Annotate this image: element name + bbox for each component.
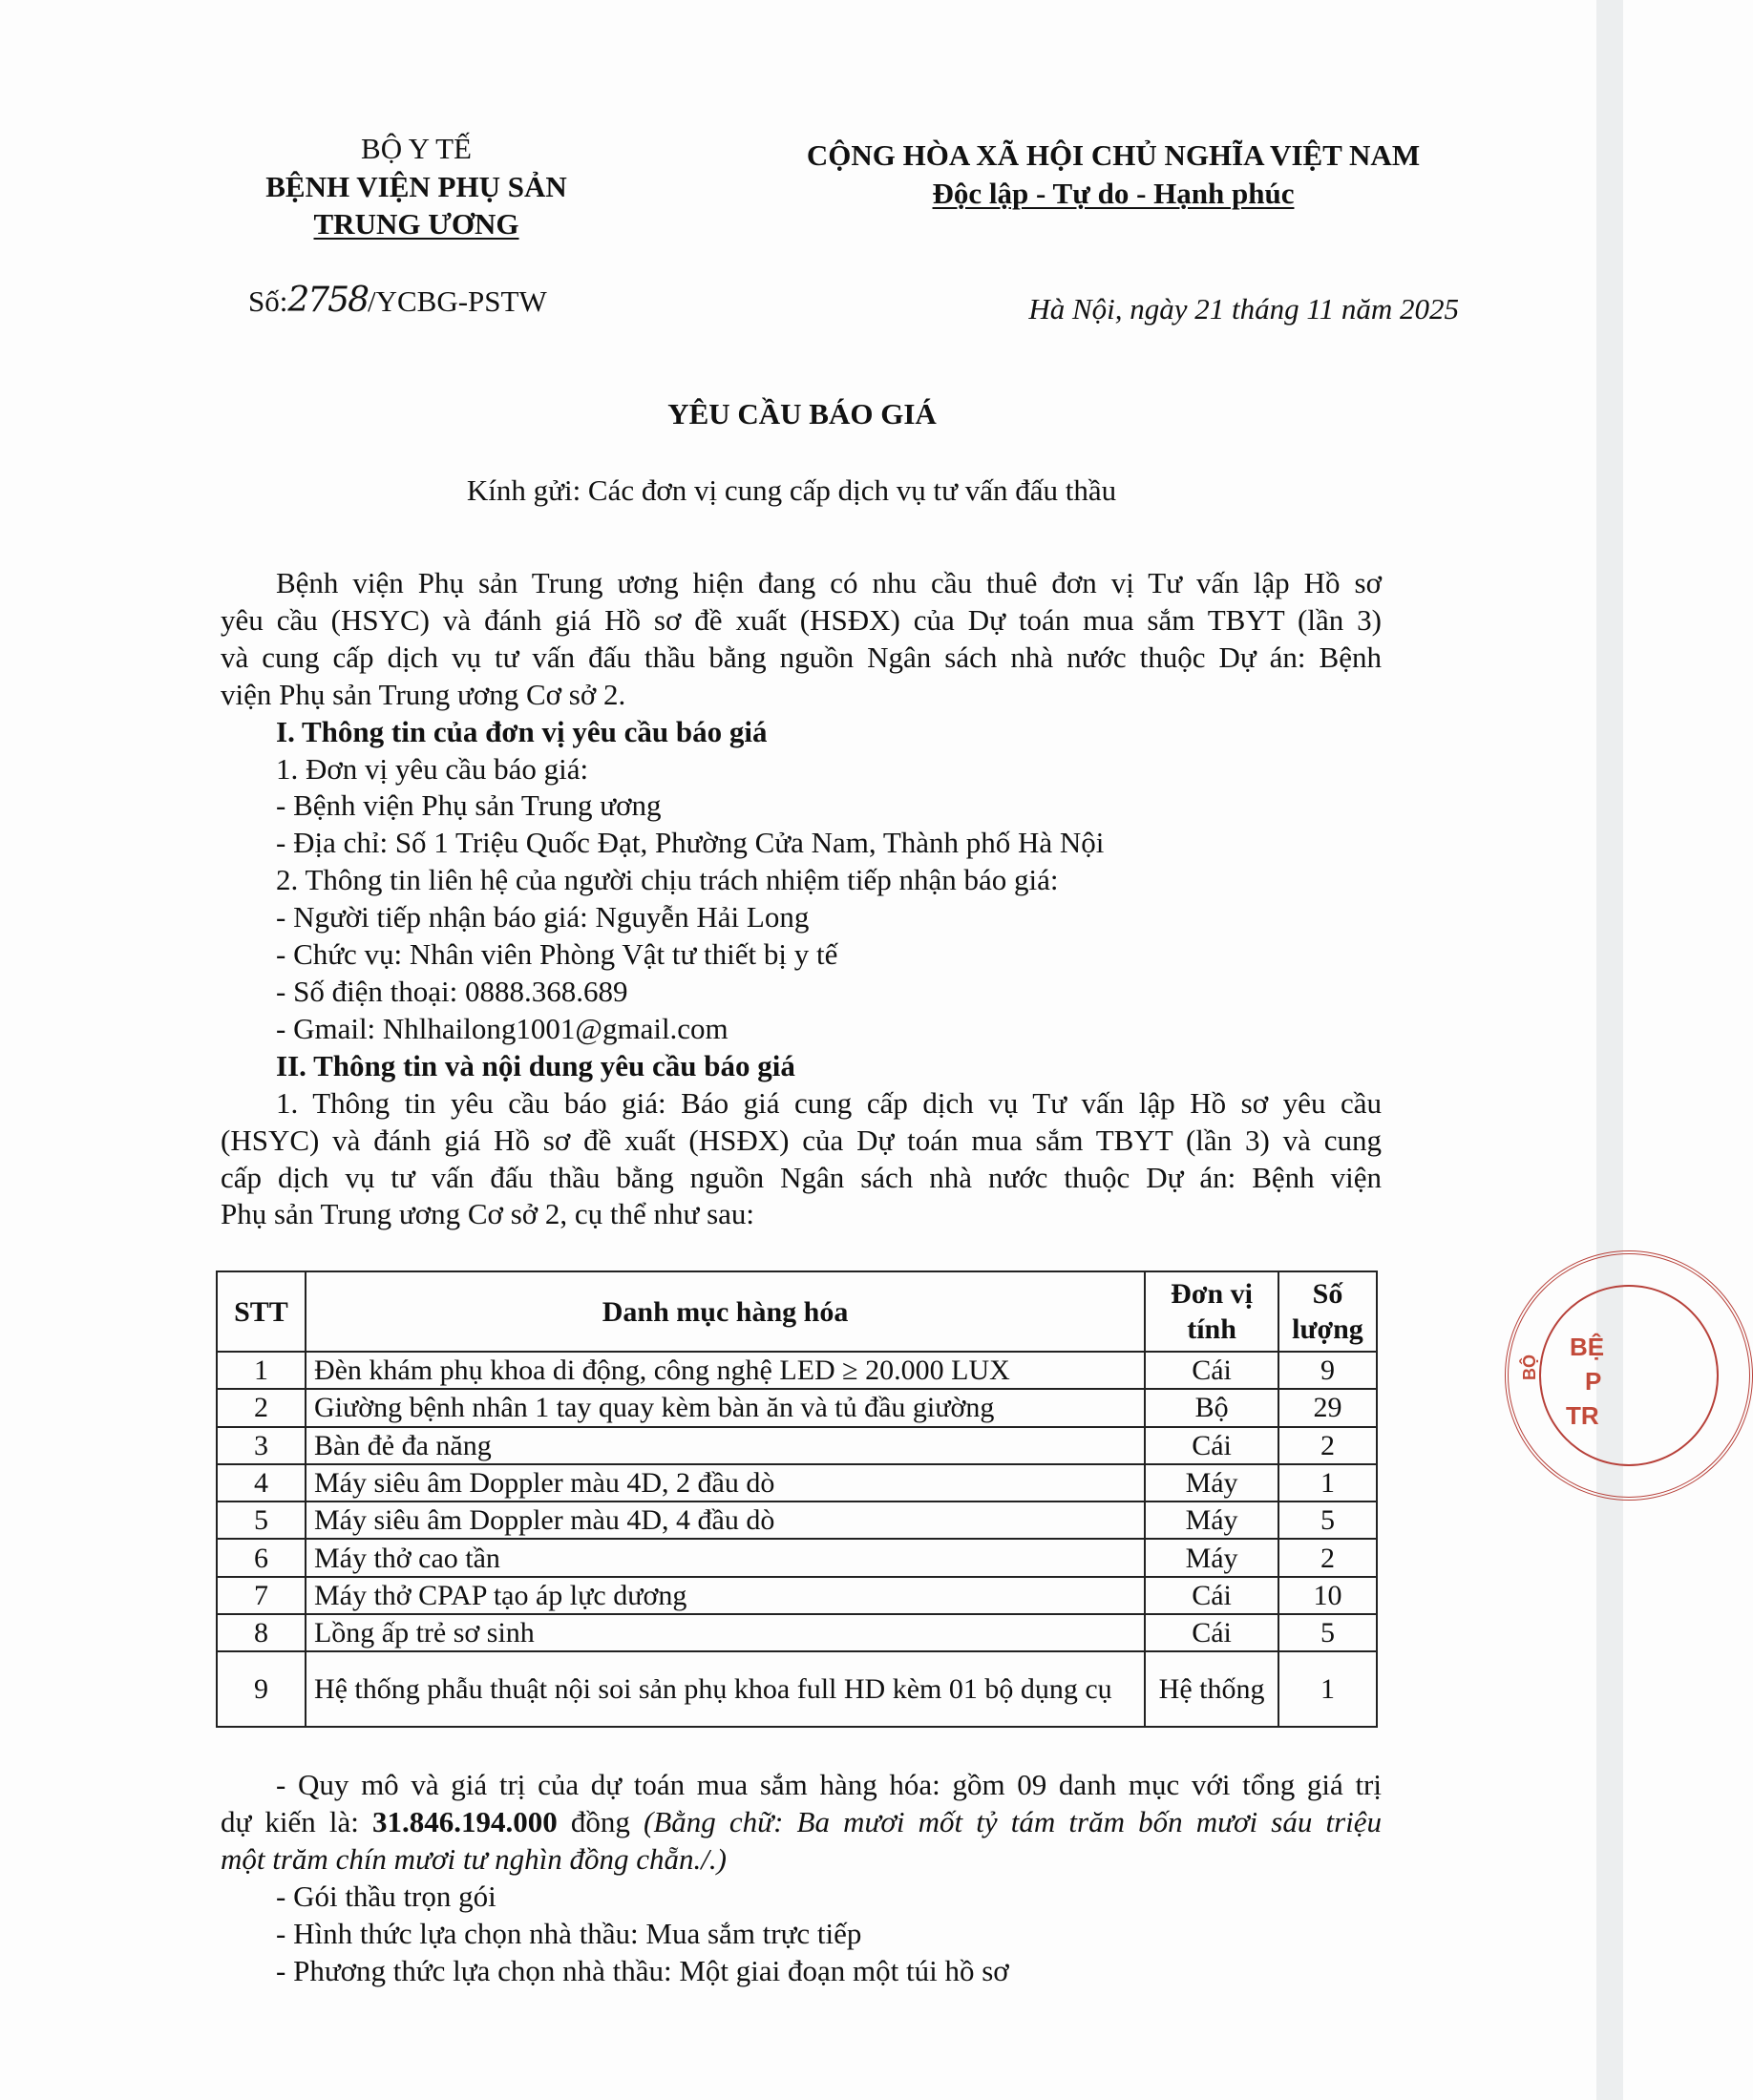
row-item-name: Máy siêu âm Doppler màu 4D, 4 đầu dò (306, 1502, 1145, 1539)
section1-line: - Chức vụ: Nhân viên Phòng Vật tư thiết bị y tế (276, 937, 838, 972)
hospital-name-line2: TRUNG ƯƠNG (313, 207, 519, 241)
row-stt: 9 (217, 1651, 306, 1727)
scale-value-line (221, 1804, 1382, 1841)
amount-in-words-cont: một trăm chín mươi tư nghìn đồng chẵn./.) (221, 1841, 727, 1876)
row-quantity: 2 (1278, 1427, 1377, 1464)
row-stt: 5 (217, 1502, 306, 1539)
closing-text (221, 1767, 1382, 1989)
section1-heading: I. Thông tin của đơn vị yêu cầu báo giá (276, 714, 768, 748)
row-unit: Máy (1145, 1502, 1278, 1539)
stamp-text: BỆ (1570, 1333, 1605, 1361)
row-quantity: 29 (1278, 1389, 1377, 1426)
tail-line: - Gói thầu trọn gói (276, 1879, 496, 1913)
intro-line: viện Phụ sản Trung ương Cơ sở 2. (221, 677, 626, 711)
row-quantity: 1 (1278, 1464, 1377, 1502)
row-stt: 7 (217, 1577, 306, 1614)
contact-email: - Gmail: Nhlhailong1001@gmail.com (276, 1011, 729, 1045)
section1-line: 1. Đơn vị yêu cầu báo giá: (276, 751, 589, 786)
section2-heading: II. Thông tin và nội dung yêu cầu báo giá (276, 1048, 795, 1082)
tail-line: - Phương thức lựa chọn nhà thầu: Một giai đoạn một túi hồ sơ (276, 1953, 1009, 1987)
header-name: Danh mục hàng hóa (306, 1271, 1145, 1352)
row-quantity: 5 (1278, 1614, 1377, 1651)
table-row (217, 1352, 1377, 1389)
doc-number-suffix: /YCBG-PSTW (367, 284, 547, 318)
row-item-name: Hệ thống phẫu thuật nội soi sản phụ khoa full HD kèm 01 bộ dụng cụ (306, 1651, 1145, 1727)
row-stt: 3 (217, 1427, 306, 1464)
section1-line: - Địa chỉ: Số 1 Triệu Quốc Đạt, Phường Cửa Nam, Thành phố Hà Nội (276, 826, 1105, 860)
row-item-name: Máy thở CPAP tạo áp lực dương (306, 1577, 1145, 1614)
document-date: Hà Nội, ngày 21 tháng 11 năm 2025 (1028, 292, 1459, 326)
table-row (217, 1464, 1377, 1502)
row-stt: 1 (217, 1352, 306, 1389)
row-item-name: Lồng ấp trẻ sơ sinh (306, 1614, 1145, 1651)
row-stt: 6 (217, 1539, 306, 1576)
section2-line: 1. Thông tin yêu cầu báo giá: Báo giá cung cấp dịch vụ Tư vấn lập Hồ sơ yêu cầu (276, 1085, 1382, 1120)
body-text (221, 565, 1382, 1233)
header-stt: STT (217, 1271, 306, 1352)
intro-line: Bệnh viện Phụ sản Trung ương hiện đang có nhu cầu thuê đơn vị Tư vấn lập Hồ sơ (276, 566, 1382, 599)
row-unit: Cái (1145, 1577, 1278, 1614)
intro-line: và cung cấp dịch vụ tư vấn đấu thầu bằng nguồn Ngân sách nhà nước thuộc Dự án: Bệnh (221, 640, 1382, 674)
table-row (217, 1502, 1377, 1539)
page-edge (1596, 0, 1623, 2100)
section1-line: 2. Thông tin liên hệ của người chịu trách nhiệm tiếp nhận báo giá: (276, 863, 1059, 897)
country-name: CỘNG HÒA XÃ HỘI CHỦ NGHĨA VIỆT NAM (806, 138, 1421, 172)
section2-line: Phụ sản Trung ương Cơ sở 2, cụ thể như sau: (221, 1197, 755, 1231)
row-unit: Hệ thống (1145, 1651, 1278, 1727)
row-unit: Cái (1145, 1614, 1278, 1651)
tail-line: - Hình thức lựa chọn nhà thầu: Mua sắm trực tiếp (276, 1916, 862, 1950)
doc-number-prefix: Số: (248, 284, 288, 318)
row-item-name: Bàn đẻ đa năng (306, 1427, 1145, 1464)
scale-line: - Quy mô và giá trị của dự toán mua sắm hàng hóa: gồm 09 danh mục với tổng giá trị (276, 1768, 1382, 1801)
row-unit: Cái (1145, 1352, 1278, 1389)
currency: đồng (557, 1804, 644, 1838)
document-number (248, 281, 547, 320)
document-title: YÊU CẦU BÁO GIÁ (667, 397, 937, 430)
row-unit: Máy (1145, 1539, 1278, 1576)
table-row (217, 1614, 1377, 1651)
amount-in-words: (Bằng chữ: Ba mươi mốt tỷ tám trăm bốn mươi sáu triệu (644, 1804, 1383, 1838)
row-quantity: 2 (1278, 1539, 1377, 1576)
section2-line: (HSYC) và đánh giá Hồ sơ đề xuất (HSĐX) của Dự toán mua sắm TBYT (lần 3) và cung (221, 1123, 1382, 1157)
table-header-row (217, 1271, 1377, 1352)
table-row (217, 1427, 1377, 1464)
ministry-name: BỘ Y TẾ (361, 132, 472, 165)
stamp-text: P (1585, 1367, 1602, 1396)
hospital-name-line1: BỆNH VIỆN PHỤ SẢN (265, 170, 567, 203)
recipient: Kính gửi: Các đơn vị cung cấp dịch vụ tư vấn đấu thầu (466, 473, 1117, 507)
section2-line: cấp dịch vụ tư vấn đấu thầu bằng nguồn Ngân sách nhà nước thuộc Dự án: Bệnh viện (221, 1160, 1382, 1194)
red-seal-stamp (1489, 1231, 1605, 1518)
scale-prefix: dự kiến là: (221, 1804, 373, 1838)
intro-line: yêu cầu (HSYC) và đánh giá Hồ sơ đề xuất (HSĐX) của Dự toán mua sắm TBYT (lần 3) (221, 602, 1382, 637)
goods-table (216, 1270, 1378, 1728)
stamp-text: TR (1566, 1401, 1599, 1430)
row-stt: 2 (217, 1389, 306, 1426)
section1-line: - Người tiếp nhận báo giá: Nguyễn Hải Long (276, 900, 810, 934)
row-item-name: Máy thở cao tần (306, 1539, 1145, 1576)
section1-line: - Số điện thoại: 0888.368.689 (276, 974, 628, 1008)
motto: Độc lập - Tự do - Hạnh phúc (932, 177, 1295, 210)
row-item-name: Đèn khám phụ khoa di động, công nghệ LED ≥ 20.000 LUX (306, 1352, 1145, 1389)
row-unit: Bộ (1145, 1389, 1278, 1426)
row-unit: Cái (1145, 1427, 1278, 1464)
row-quantity: 10 (1278, 1577, 1377, 1614)
section1-line: - Bệnh viện Phụ sản Trung ương (276, 788, 662, 823)
table-row (217, 1577, 1377, 1614)
row-item-name: Giường bệnh nhân 1 tay quay kèm bàn ăn và tủ đầu giường (306, 1389, 1145, 1426)
table-row (217, 1539, 1377, 1576)
table-row (217, 1389, 1377, 1426)
header-qty: Số lượng (1278, 1271, 1377, 1352)
stamp-text: BỘ (1520, 1354, 1539, 1380)
row-stt: 4 (217, 1464, 306, 1502)
row-unit: Máy (1145, 1464, 1278, 1502)
total-amount: 31.846.194.000 (372, 1804, 558, 1838)
row-item-name: Máy siêu âm Doppler màu 4D, 2 đầu dò (306, 1464, 1145, 1502)
table-row (217, 1651, 1377, 1727)
row-stt: 8 (217, 1614, 306, 1651)
row-quantity: 9 (1278, 1352, 1377, 1389)
row-quantity: 5 (1278, 1502, 1377, 1539)
handwritten-doc-number: 2758 (287, 281, 368, 320)
header-unit: Đơn vị tính (1145, 1271, 1278, 1352)
row-quantity: 1 (1278, 1651, 1377, 1727)
